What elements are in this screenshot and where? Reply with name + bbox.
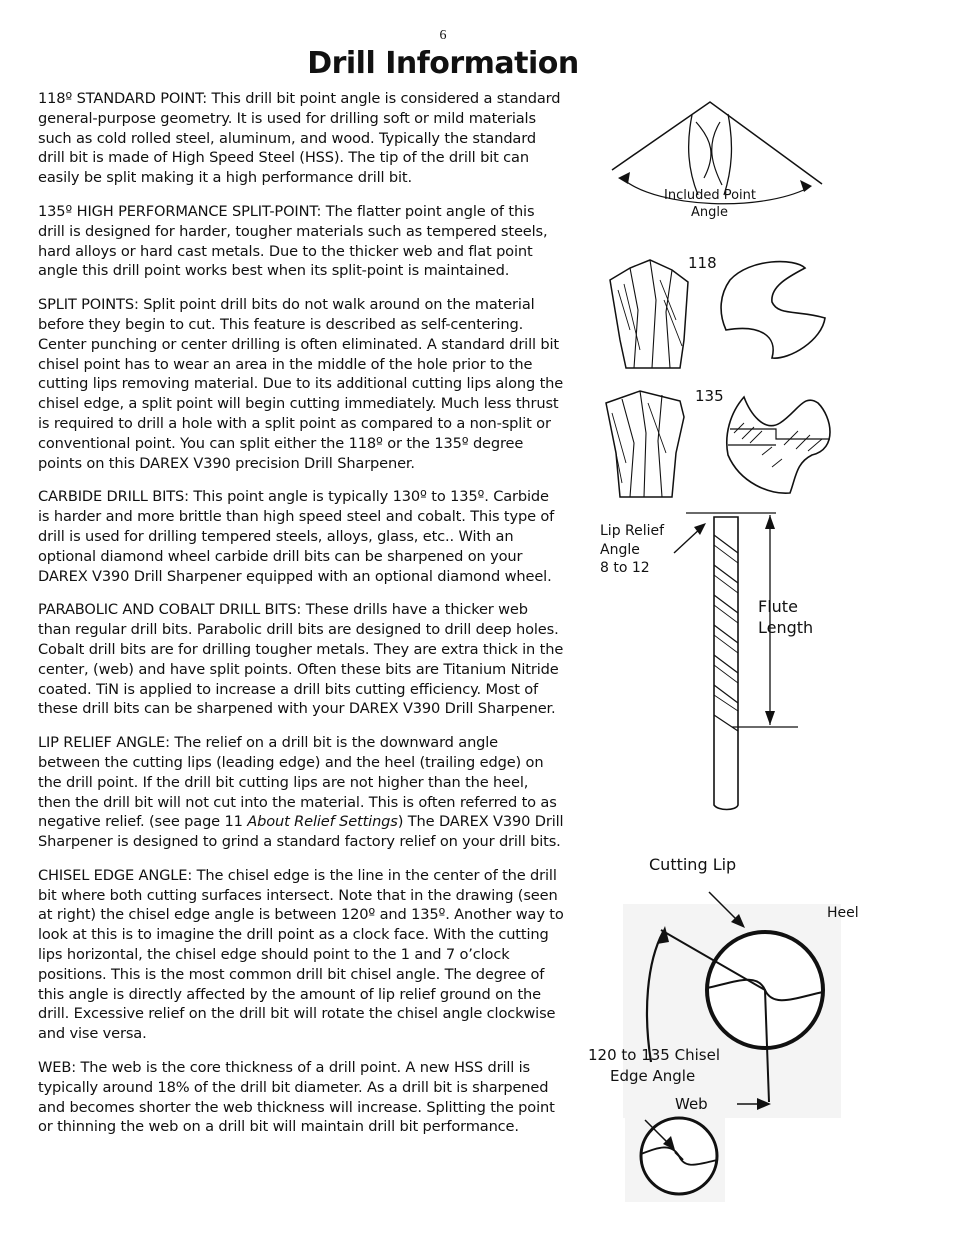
chisel-edge-figure: [585, 852, 875, 1207]
lip-relief-text-end: ) The DAREX V390 Drill Sharpener is designed to grind a standard factory relief on your drill bits.: [38, 813, 564, 851]
flute-length-label-line2: Length: [758, 618, 814, 637]
page-title: Drill Information: [307, 46, 579, 81]
lip-relief-text-start: LIP RELIEF ANGLE: The relief on a drill bit is the downward angle between the cutting lips (leading edge) and the heel (trailing edge) on the drill point. If the drill bit cutting lips are not higher than the heel, then the drill bit will not cut into the material. This is often referred to as negative relief. (see page 11: [38, 734, 557, 831]
relief-settings-reference: About Relief Settings: [247, 813, 398, 831]
label-118: 118: [688, 254, 717, 272]
drill-118-figure: [600, 250, 840, 375]
included-point-label-line2: Angle: [691, 205, 728, 220]
cutting-lip-label: Cutting Lip: [649, 855, 737, 874]
chisel-angle-label-line1: 120 to 135 Chisel: [588, 1046, 720, 1064]
paragraph-split-points: SPLIT POINTS: Split point drill bits do not walk around on the material before they begin to cut. This feature is described as self-centering. Center punching or center drilling is often eliminated. A standard drill bit chisel point has to wear an area in the middle of the hole prior to the cutting lips removing material. Due to its additional cutting lips along the chisel edge, a split point will begin cutting immediately. Much less thrust is required to drill a hole with a split point as compared to a non-split or conventional point. You can split either the 118º or the 135º degree points on this DAREX V390 precision Drill Sharpener.: [38, 296, 564, 472]
paragraph-lip-relief-angle: [38, 733, 564, 852]
drill-135-figure: [600, 383, 840, 503]
flute-length-figure: [598, 505, 838, 815]
label-135: 135: [695, 387, 724, 405]
paragraph-carbide-drill-bits: CARBIDE DRILL BITS: This point angle is typically 130º to 135º. Carbide is harder and more brittle than high speed steel and cobalt. This type of drill is used for drilling tempered steels, alloys, glass, etc.. With an optional diamond wheel carbide drill bits can be sharpened on your DAREX V390 Drill Sharpener equipped with an optional diamond wheel.: [38, 488, 555, 585]
paragraph-chisel-edge-angle: CHISEL EDGE ANGLE: The chisel edge is the line in the center of the drill bit where both cutting surfaces intersect. Note that in the drawing (seen at right) the chisel edge angle is between 120º and 135º. Another way to look at this is to imagine the drill point as a clock face. With the cutting lips horizontal, the chisel edge should point to the 1 and 7 o’clock positions. This is the most common drill bit chisel angle. The degree of this angle is directly affected by the amount of lip relief ground on the drill. Excessive relief on the drill bit will rotate the chisel angle clockwise and vise versa.: [38, 866, 564, 1043]
lip-relief-label-line3: 8 to 12: [600, 560, 650, 576]
lip-relief-label-line2: Angle: [600, 542, 640, 558]
paragraph-118-standard-point: 118º STANDARD POINT: This drill bit point angle is considered a standard general-purpose geometry. It is used for drilling soft or mild materials such as cold rolled steel, aluminum, and wood. Typically the standard drill bit is made of High Speed Steel (HSS). The tip of the drill bit can easily be split making it a high performance drill bit.: [38, 90, 561, 187]
flute-length-label-line1: Flute: [758, 597, 798, 616]
included-point-label-line1: Included Point: [664, 188, 756, 203]
paragraph-web: WEB: The web is the core thickness of a drill point. A new HSS drill is typically around 18% of the drill bit diameter. As a drill bit is sharpened and becomes shorter the web thickness will increase. Splitting the point or thinning the web on a drill bit will maintain drill bit performance.: [38, 1059, 555, 1136]
text-column: [38, 89, 564, 1151]
included-point-angle-figure: [600, 100, 840, 230]
paragraph-parabolic-cobalt: PARABOLIC AND COBALT DRILL BITS: These drills have a thicker web than regular drill bits. Parabolic drill bits are designed to drill deep holes. Cobalt drill bits are for drilling tougher metals. They are extra thick in the center, (web) and have split points. Often these bits are Titanium Nitride coated. TiN is applied to increase a drill bits cutting efficiency. Most of these drill bits can be sharpened with your DAREX V390 Drill Sharpener.: [38, 601, 564, 718]
chisel-angle-label-line2: Edge Angle: [610, 1067, 696, 1085]
drill-118-drawing: [600, 250, 840, 375]
web-label: Web: [675, 1095, 708, 1113]
paragraph-135-split-point: 135º HIGH PERFORMANCE SPLIT-POINT: The flatter point angle of this drill is designed for harder, tougher materials such as tempered steels, hard alloys or hard cast metals. Due to the thicker web and flat point angle this drill point works best when its split-point is maintained.: [38, 202, 548, 280]
lip-relief-label-line1: Lip Relief: [600, 523, 665, 539]
heel-label: Heel: [827, 905, 859, 921]
page-number: 6: [439, 28, 447, 43]
